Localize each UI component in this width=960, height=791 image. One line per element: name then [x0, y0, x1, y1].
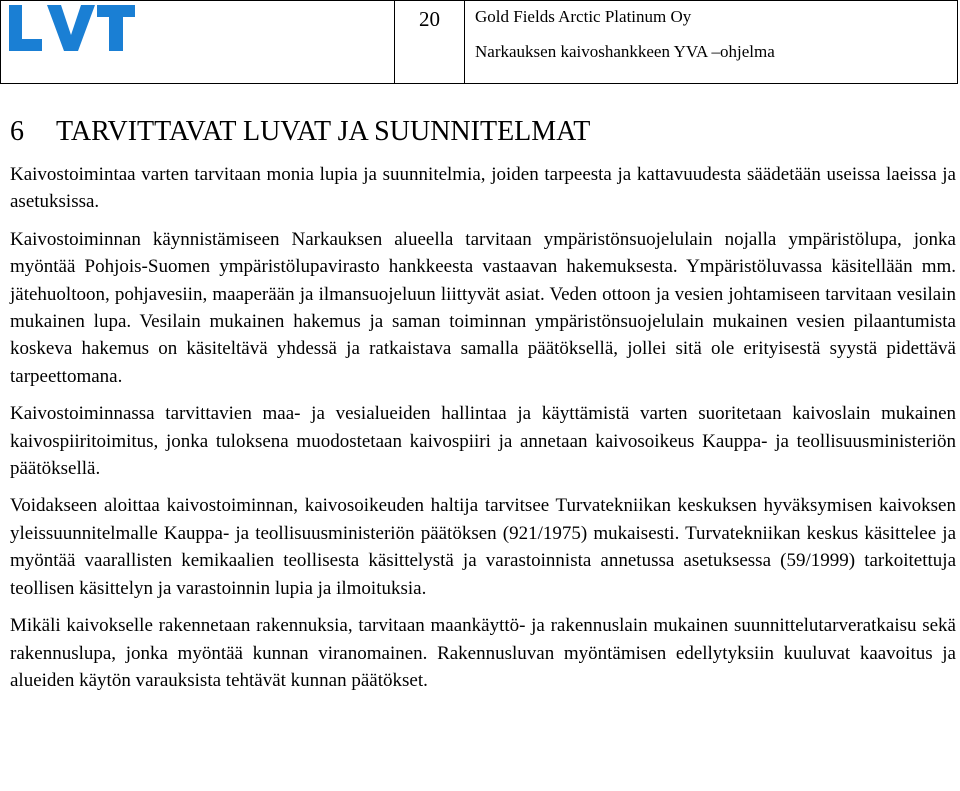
page-number: 20	[419, 7, 440, 31]
document-body	[10, 115, 956, 694]
section-number: 6	[10, 116, 24, 147]
company-name: Gold Fields Arctic Platinum Oy	[475, 7, 692, 26]
page-header	[0, 0, 958, 84]
section-heading	[10, 115, 956, 149]
section-title: TARVITTAVAT LUVAT JA SUUNNITELMAT	[56, 116, 591, 147]
lvt-logo	[7, 1, 137, 57]
paragraph: Kaivostoimintaa varten tarvitaan monia lupia ja suunnitelmia, joiden tarpeesta ja kattavuudesta säädetään useissa laeissa ja asetuksissa.	[10, 164, 956, 213]
page-number-cell	[395, 1, 465, 83]
document-title: Narkauksen kaivoshankkeen YVA –ohjelma	[475, 42, 775, 61]
paragraph: Kaivostoiminnassa tarvittavien maa- ja vesialueiden hallintaa ja käyttämistä varten suoritetaan kaivoslain mukainen kaivospiiritoimitus, jonka tuloksena muodostetaan kaivospiiri ja annetaan kaivosoikeus Kauppa- ja teollisuusministeriön päätöksellä.	[10, 403, 956, 480]
header-info-cell	[465, 1, 957, 83]
paragraph: Mikäli kaivokselle rakennetaan rakennuksia, tarvitaan maankäyttö- ja rakennuslain mukainen suunnittelutarveratkaisu sekä rakennuslupa, jonka myöntää kunnan viranomainen. Rakennusluvan myöntämisen edellytyksiin kuuluvat kaavoitus ja alueiden käytön varauksista tehtävät kunnan päätökset.	[10, 615, 956, 691]
paragraph: Voidakseen aloittaa kaivostoiminnan, kaivosoikeuden haltija tarvitsee Turvatekniikan keskuksen hyväksymisen kaivoksen yleissuunnitelmalle Kauppa- ja teollisuusministeriön päätöksen (921/1975) mukaisesti. Turvatekniikan keskus käsittelee ja myöntää vaarallisten kemikaalien teollisesta käsittelystä ja varastoinnista annetussa asetuksessa (59/1999) tarkoitettuja teollisen käsittelyn ja varastoinnin lupia ja ilmoituksia.	[10, 495, 956, 599]
logo-cell	[1, 1, 395, 83]
paragraph: Kaivostoiminnan käynnistämiseen Narkauksen alueella tarvitaan ympäristönsuojelulain nojalla ympäristölupa, jonka myöntää Pohjois-Suomen ympäristölupavirasto hankkeesta vastaavan hakemuksesta. Ympäristöluvassa käsitellään mm. jätehuoltoon, pohjavesiin, maaperään ja ilmansuojeluun liittyvät asiat. Veden ottoon ja vesien johtamiseen tarvitaan vesilain mukainen lupa. Vesilain mukainen hakemus ja saman toiminnan ympäristönsuojelulain mukainen vesien pilaantumista koskeva hakemus on käsiteltävä yhdessä ja ratkaistava samalla päätöksellä, jollei sitä ole erityisestä syystä pidettävä tarpeettomana.	[10, 228, 956, 387]
